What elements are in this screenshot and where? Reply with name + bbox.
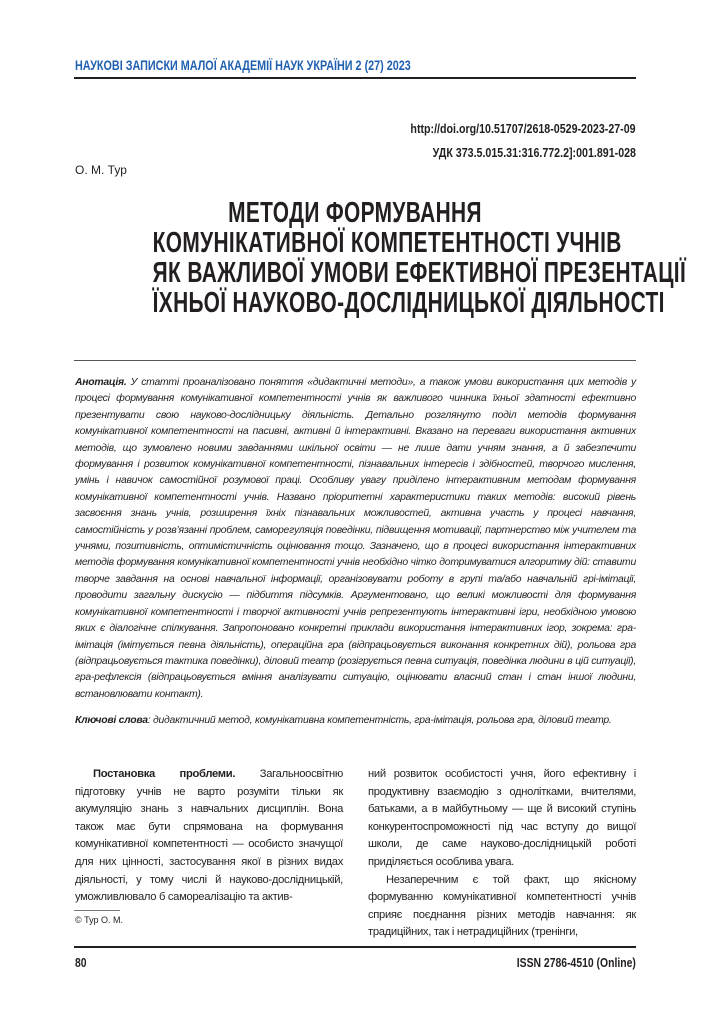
- title-line: ЯК ВАЖЛИВОЇ УМОВИ ЕФЕКТИВНОЇ ПРЕЗЕНТАЦІЇ: [152, 257, 687, 289]
- section-heading: Постановка проблеми.: [93, 768, 236, 780]
- keywords-text: : дидактичний метод, комунікативна компетентність, гра-імітація, рольова гра, діловий театр.: [147, 715, 612, 726]
- abstract-text: У статті проаналізовано поняття «дидактичні методи», а також умови використання цих методів у процесі формування комунікативної компетентності учнів як важливого чинника їхньої здатності ефективно презентувати свою науково-дослідницьку діяльність. Детально розглянуто поділ методів формування комунікативної компетентності на пасивні, активні й інтерактивні. Вказано на переваги використання активних методів, що зумовлено новими завданнями шкільної освіти — не лише дати учням знання, а й забезпечити формування і розвиток комунікативної компетентності, пізнавальних інтересів і здібностей, творчого мислення, умінь і навичок самостійної розумової праці. Особливу увагу приділено інтерактивним методам формування комунікативної компетентності учнів. Названо пріоритетні характеристики таких методів: високий рівень засвоєння знань учнів, розширення їхніх пізнавальних можливостей, активна участь у процесі навчання, самостійність у розв’язанні проблем, саморегуляція поведінки, підвищення мотивації, партнерство між учителем та учнями, позитивність, оптимістичність оцінювання тощо. Зазначено, що в процесі використання інтерактивних методів формування комунікативної компетентності учнів необхідно чітко дотримуватися алгоритму дій: ставити творче завдання на основі навчальної інформації, організовувати роботу в групі та/або навчальній грі-імітації, проводити загальну дискусію — підбиття підсумків. Аргументовано, що великі можливості для формування комунікативної компетентності і творчої активності учнів репрезентують інтерактивні ігри, необхідною умовою яких є діалогічне спілкування. Запропоновано конкретні приклади використання інтерактивних ігор, зокрема: гра-імітація (імітується певна діяльність), операційна гра (відпрацьовується виконання конкретних дій), рольова гра (відпрацьовується тактика поведінки), діловий театр (розігрується певна ситуація, поведінка людини в цій ситуації), гра-рефлексія (відпрацьовується вміння аналізувати ситуацію, оцінювати власний стан і стан іншої людини, встановлювати контакт).: [75, 377, 636, 700]
- author-name: О. М. Тур: [75, 163, 127, 177]
- copyright-footnote: © Тур О. М.: [75, 915, 124, 925]
- header-rule: [74, 77, 636, 79]
- title-line: МЕТОДИ ФОРМУВАННЯ: [228, 197, 482, 229]
- body-column-right: [368, 766, 636, 942]
- page-number: 80: [75, 955, 87, 970]
- title-divider: [74, 360, 636, 361]
- body-column-left: [75, 766, 343, 907]
- keywords: [75, 713, 636, 729]
- title-line: КОМУНІКАТИВНОЇ КОМПЕТЕНТНОСТІ УЧНІВ: [152, 227, 622, 259]
- abstract: [75, 375, 636, 703]
- body-paragraph: ний розвиток особистості учня, його ефективну і продуктивну взаємодію з однолітками, вчителями, батьками, а в майбутньому — ще й високий ступінь конкурентоспроможності під час вступу до вищої школи, де саме науково-дослідницькій роботі приділяється особлива увага.: [368, 768, 636, 868]
- paragraph-text: Загальноосвітню підготовку учнів не варто розуміти тільки як акумуляцію знань з навчальних дисциплін. Вона також має бути спрямована на формування комунікативної компетентності — особисто значущої для них цінності, застосування якої в різних видах діяльності, у тому числі й науково-дослідницькій, уможливлювало б самореалізацію та актив-: [75, 768, 343, 904]
- body-paragraph: [75, 766, 343, 907]
- abstract-label: Анотація.: [75, 377, 127, 388]
- issn: ISSN 2786-4510 (Online): [516, 955, 636, 970]
- title-line: ЇХНЬОЇ НАУКОВО-ДОСЛІДНИЦЬКОЇ ДІЯЛЬНОСТІ: [152, 287, 665, 319]
- keywords-label: Ключові слова: [75, 715, 148, 726]
- article-title: [74, 197, 687, 319]
- journal-title: НАУКОВІ ЗАПИСКИ МАЛОЇ АКАДЕМІЇ НАУК УКРАЇНИ 2 (27) 2023: [75, 58, 411, 73]
- footer-rule: [74, 946, 636, 948]
- body-paragraph: Незаперечним є той факт, що якісному формуванню комунікативної компетентності учнів сприяє поєднання різних методів навчання: як традиційних, так і нетрадиційних (тренінги,: [368, 873, 636, 939]
- doi-link[interactable]: http://doi.org/10.51707/2618-0529-2023-27-09: [410, 121, 636, 136]
- footnote-rule: [74, 910, 120, 911]
- udk-code: УДК 373.5.015.31:316.772.2]:001.891-028: [432, 145, 636, 160]
